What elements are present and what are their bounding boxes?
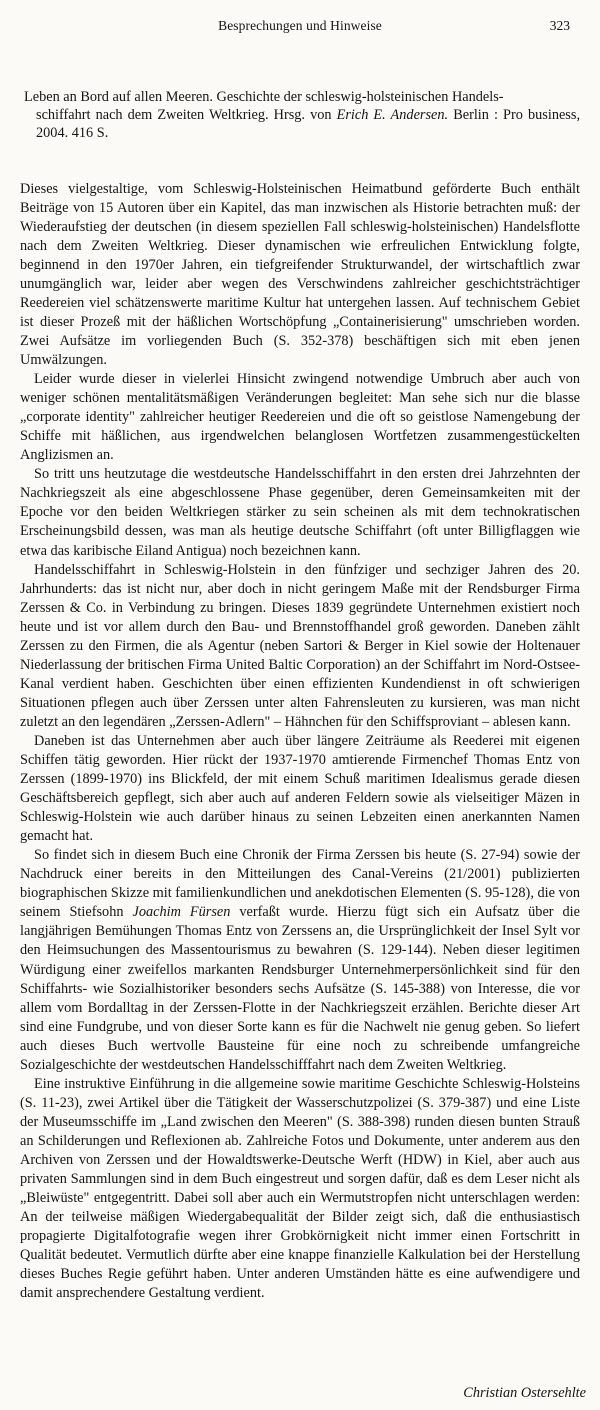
running-head (20, 18, 580, 40)
reviewer-signature: Christian Ostersehlte (463, 1385, 586, 1401)
paragraph-6-start: So findet sich in diesem Buch eine Chronik der Firma Zerssen bis heute (S. 27-94) sowie der Nachdruck einer bereits in den Mitteilungen des Canal-Vereins (21/2001) publizierten biographischen Skizze mit familienkundlichen und anekdotischen Elementen (S. 95-128), die von seinem Stiefsohn (20, 847, 580, 921)
paragraph-6 (20, 846, 580, 1075)
book-citation (24, 88, 580, 143)
paragraph-2: Leider wurde dieser in vielerlei Hinsicht zwingend notwendige Umbruch aber auch von weniger schönen mentalitätsmäßigen Veränderungen begleitet: Man sehe sich nur die blasse „corporate identity" zahlreicher heutiger Reedereien und die oft so geistlose Namengebung der Schiffe mit häßlichen, aus irgendwelchen belanglosen Wortfetzen zusammengestückelten Anglizismen an. (20, 371, 580, 464)
review-body (20, 180, 580, 1304)
paragraph-4: Handelsschiffahrt in Schleswig-Holstein in den fünfziger und sechziger Jahren des 20. Jahrhunderts: das ist nicht nur, aber doch in nicht geringem Maße mit der Rendsburger Firma Zerssen & Co. in Verbindung zu bringen. Dieses 1839 gegründete Unternehmen existiert noch heute und ist vor allem durch den Bau- und Brennstoffhandel groß geworden. Daneben zählt Zerssen zu den Firmen, die als Agentur (neben Sartori & Berger in Kiel sowie der Holtenauer Niederlassung der britischen Firma United Baltic Corporation) an der Schiffahrt im Nord-Ostsee-Kanal verdient haben. Geschichten über einen effizienten Kundendienst in oft schwierigen Situationen pflegen auch über Zerssen unter alten Fahrensleuten zu kursieren, was man nicht zuletzt an den legendären „Zerssen-Adlern" – Hähnchen für den Schiffsproviant – ablesen kann. (20, 561, 580, 730)
citation-editor: Erich E. Andersen. (336, 107, 449, 124)
paragraph-7: Eine instruktive Einführung in die allgemeine sowie maritime Geschichte Schleswig-Holsteins (S. 11-23), zwei Artikel über die Tätigkeit der Wasserschutzpolizei (S. 379-387) und eine Liste der Museumsschiffe im „Land zwischen den Meeren" (S. 388-398) runden diesen bunten Strauß an Schilderungen und Reflexionen ab. Zahlreiche Fotos und Dokumente, unter anderem aus den Archiven von Zerssen und der Howaldtswerke-Deutsche Werft (HDW) in Kiel, aber auch aus privaten Sammlungen sind in dem Buch eingestreut und sorgen dafür, daß es dem Leser nicht als „Bleiwüste" entgegentritt. Dabei soll aber auch ein Wermutstropfen nicht unterschlagen werden: An der teilweise mäßigen Wiedergabequalität der Bilder zeigt sich, daß die enthusiastisch propagierte Digitalfotografie wegen ihrer Grobkörnigkeit nicht immer einen Fortschritt in Qualität bedeutet. Vermutlich dürfte aber eine knappe finanzielle Kalkulation bei der Herstellung dieses Buches Regie geführt haben. Unter anderen Umständen hätte es eine aufwendigere und damit ansprechendere Gestaltung verdient. (20, 1075, 580, 1302)
citation-line-3: business, 2004. 416 S. (36, 107, 581, 142)
citation-line-2-start: schiffahrt nach dem Zweiten Weltkrieg. Hrsg. von (36, 107, 337, 124)
paragraph-1: Dieses vielgestaltige, vom Schleswig-Holsteinischen Heimatbund geförderte Buch enthält Beiträge von 15 Autoren über ein Kapitel, das man inzwischen als Historie betrachten muß: der Wiederaufstieg der deutschen (in diesem speziellen Fall schleswig-holsteinischen) Handelsflotte nach dem Zweiten Weltkrieg. Dieser dynamischen wie erfreulichen Entwicklung folgte, beginnend in den 1970er Jahren, ein tiefgreifender Strukturwandel, der wirtschaftlich zwar unumgänglich war, leider aber wegen des Verschwindens zahlreicher geschichtsträchtiger Reedereien viel schätzenswerte maritime Kultur hat untergehen lassen. Auf technischem Gebiet ist dieser Prozeß mit der häßlichen Wortschöpfung „Containerisierung" umschrieben worden. Zwei Aufsätze im vorliegenden Buch (S. 352-378) beschäftigen sich mit eben jenen Umwälzungen. (20, 180, 580, 369)
stepson-name: Joachim Fürsen (132, 904, 231, 921)
paragraph-5: Daneben ist das Unternehmen aber auch über längere Zeiträume als Reederei mit eigenen Schiffen tätig geworden. Hier rückt der 1937-1970 amtierende Firmenchef Thomas Entz von Zerssen (1899-1970) ins Blickfeld, der mit einem Schuß maritimen Idealismus gerade diesen Geschäftsbereich gepflegt, sich aber auch auf anderen Feldern sowie als vielseitiger Mäzen in Schleswig-Holstein wie auch darüber hinaus zu seinen Lebzeiten einen anerkannten Namen gemacht hat. (20, 732, 580, 845)
paragraph-3: So tritt uns heutzutage die westdeutsche Handelsschiffahrt in den ersten drei Jahrzehnten der Nachkriegszeit als eine abgeschlossene Phase gegenüber, deren Gemeinsamkeiten mit der Epoche vor den beiden Weltkriegen stärker zu sein scheinen als mit dem technokratischen Erscheinungsbild dessen, was man als heutige deutsche Schiffahrt (oft unter Billigflaggen wie etwa das karibische Eiland Antigua) noch bezeichnen kann. (20, 466, 580, 559)
citation-line-2-end: Berlin : Pro (448, 107, 523, 124)
running-title: Besprechungen und Hinweise (218, 18, 382, 33)
citation-continuation (24, 106, 580, 142)
citation-line-1: Leben an Bord auf allen Meeren. Geschichte der schleswig-holsteinischen Handels- (24, 89, 504, 105)
page-number: 323 (549, 18, 570, 33)
paragraph-6-end: verfaßt wurde. Hierzu fügt sich ein Aufsatz über die langjährigen Bemühungen Thomas Entz von Zerssens an, die Ursprünglichkeit der Insel Sylt vor den Heimsuchungen des Massentourismus zu bewahren (S. 129-144). Neben dieser legitimen Würdigung einer zweifellos markanten Rendsburger Unternehmerpersönlichkeit sind für den Schiffahrts- wie Sozialhistoriker besonders sechs Aufsätze (S. 145-388) von Interesse, die vor allem vom Bordalltag in der Zerssen-Flotte in der Nachkriegszeit erzählen. Berichte dieser Art sind eine Fundgrube, und von dieser Sorte kann es für die Nachwelt nie genug geben. So liefert auch dieses Buch wertvolle Bausteine für eine noch zu schreibende umfangreiche Sozialgeschichte der westdeutschen Handelsschifffahrt nach dem Zweiten Weltkrieg. (20, 904, 581, 1073)
